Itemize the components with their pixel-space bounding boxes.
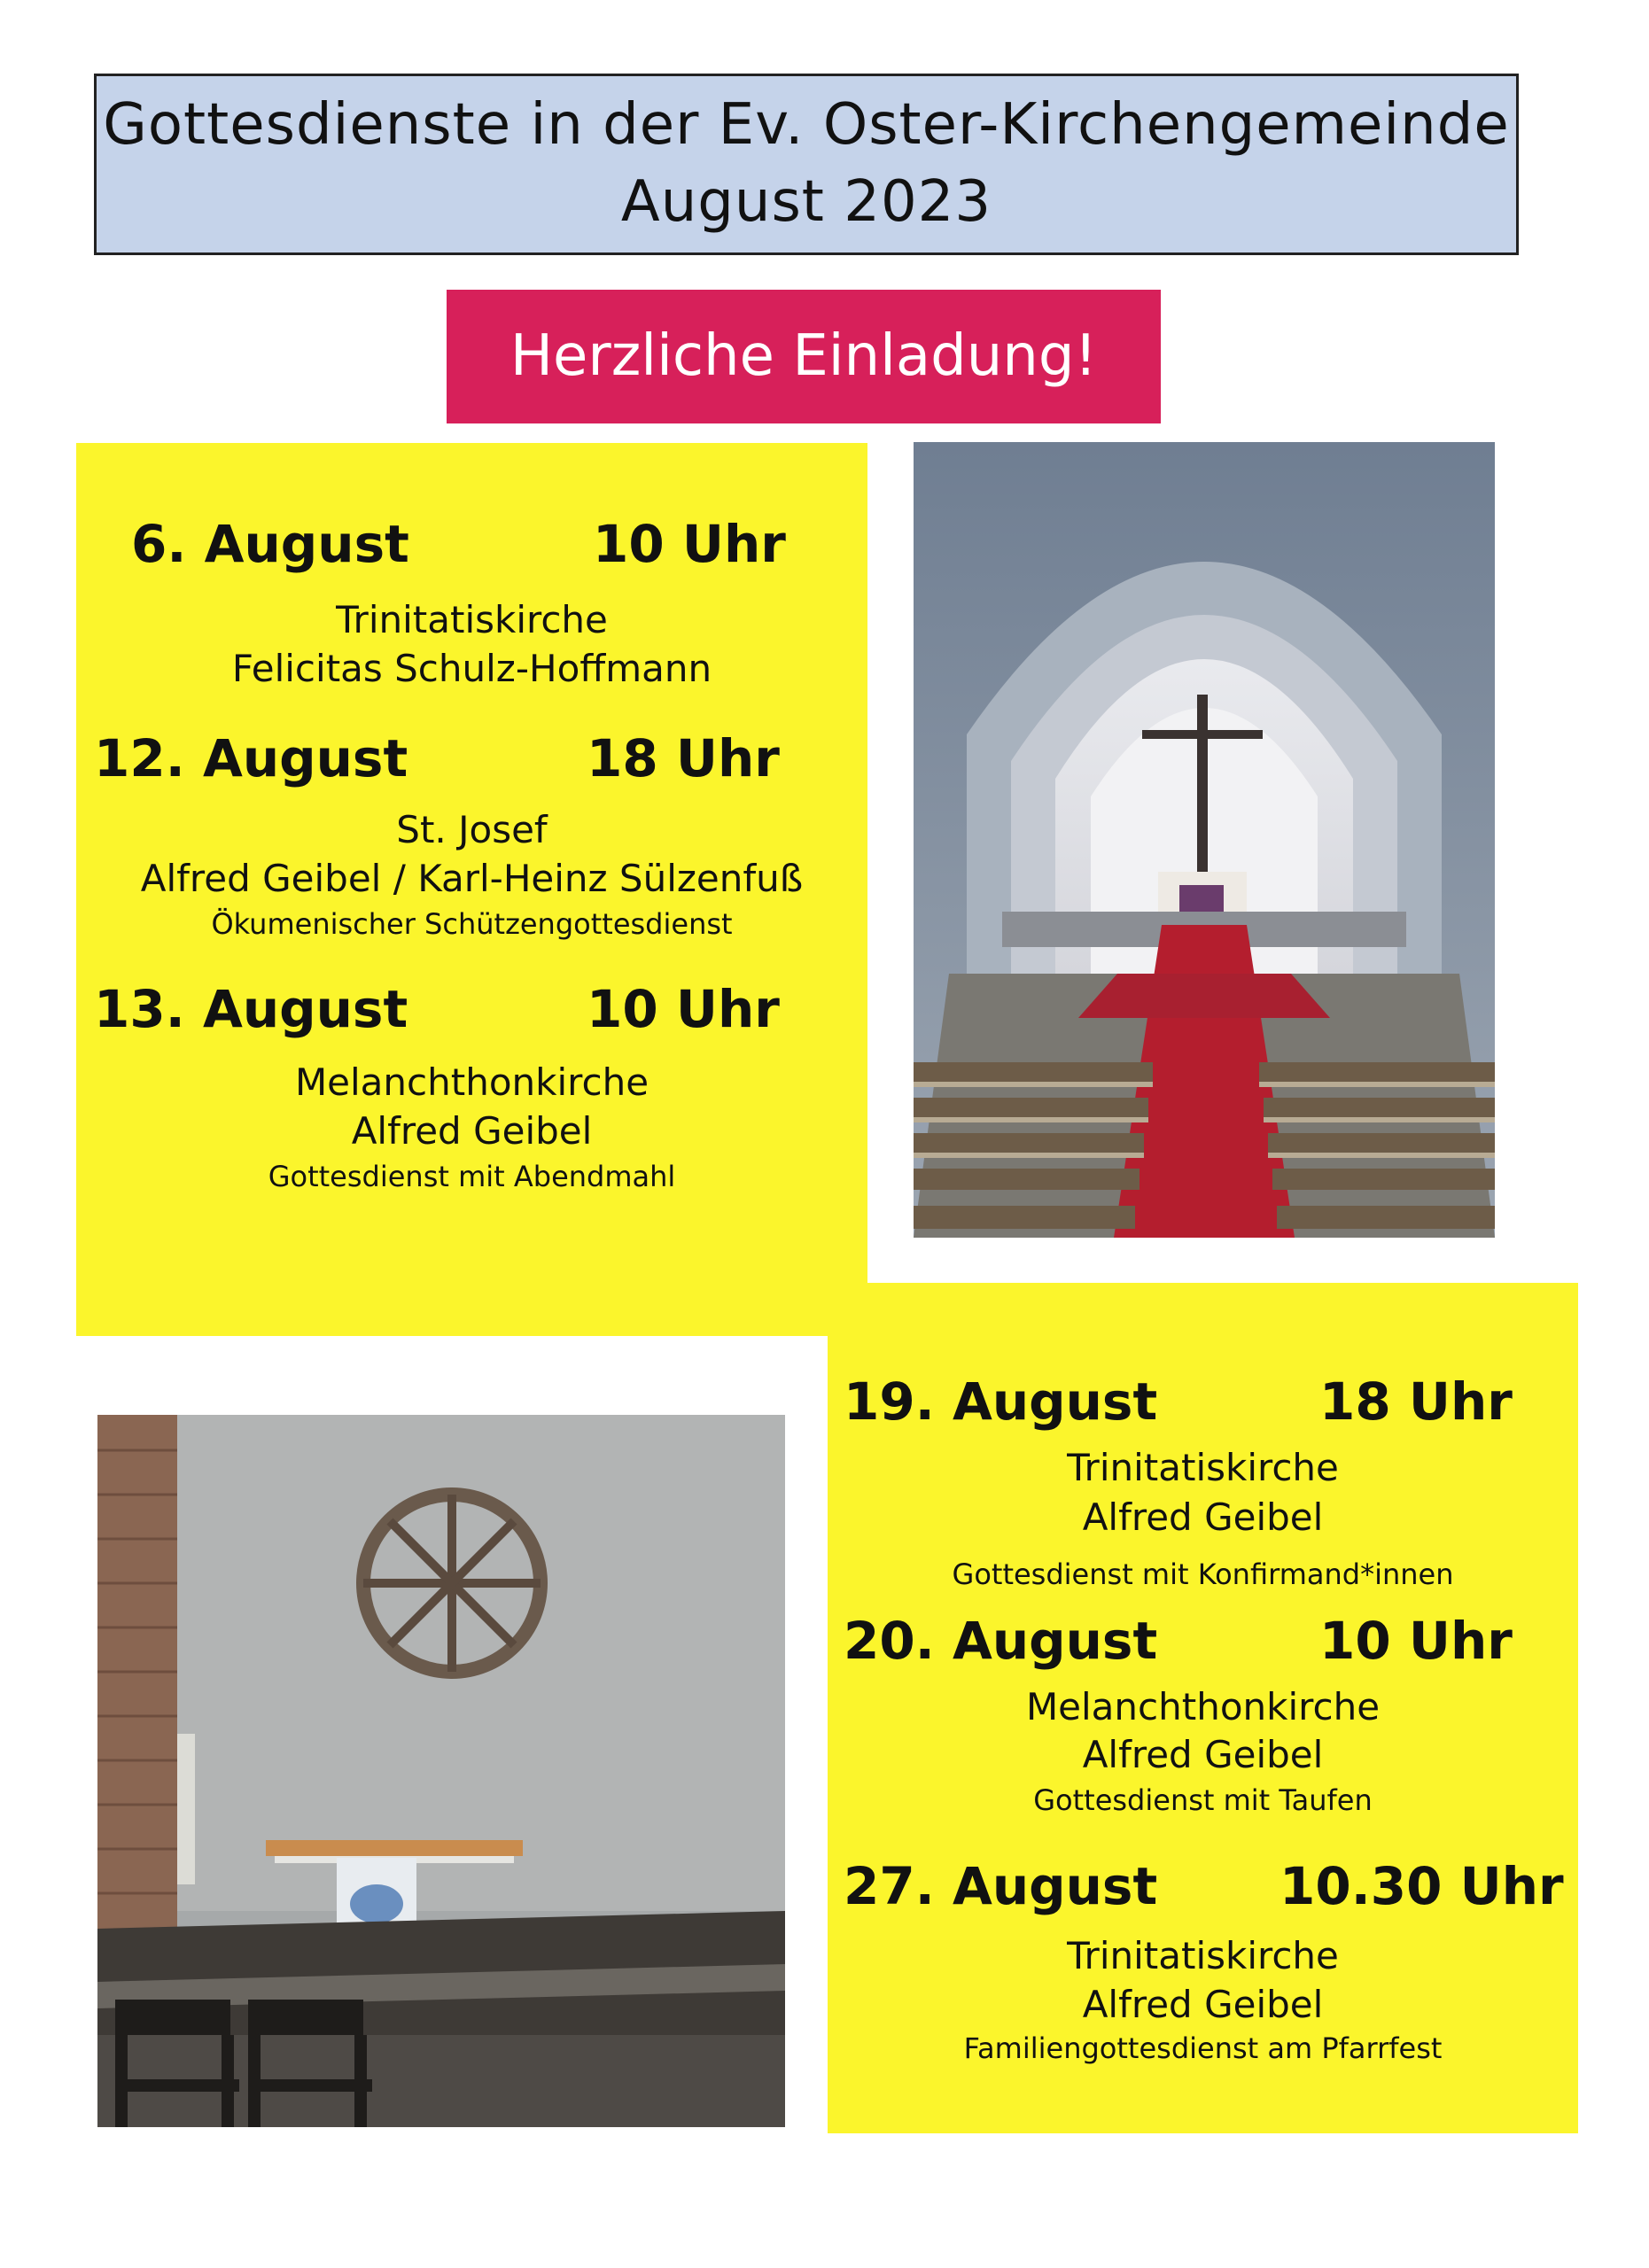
service-church: Trinitatiskirche [1067,1446,1339,1489]
service-church: Trinitatiskirche [1067,1934,1339,1977]
service-entry-2 [76,728,867,950]
church-altar-photo [97,1415,785,2127]
service-note: Gottesdienst mit Konfirmand*innen [952,1557,1454,1591]
service-note: Familiengottesdienst am Pfarrfest [963,2031,1443,2065]
church-nave-photo [914,442,1495,1238]
service-date: 20. August [844,1611,1158,1671]
title-box [94,74,1519,255]
church-nave-image [914,442,1495,1238]
service-person: Alfred Geibel [1082,1733,1324,1776]
service-entry-4 [828,1371,1578,1593]
service-date: 12. August [94,728,408,788]
service-date: 13. August [94,979,408,1039]
page-subtitle: August 2023 [620,169,992,235]
service-church: St. Josef [396,808,548,851]
service-person: Alfred Geibel [351,1109,593,1153]
service-time: 18 Uhr [587,728,780,788]
service-person: Felicitas Schulz-Hoffmann [231,647,712,690]
service-time: 10.30 Uhr [1280,1856,1564,1916]
service-note: Gottesdienst mit Taufen [1033,1783,1373,1817]
service-date: 19. August [844,1371,1158,1432]
service-note: Gottesdienst mit Abendmahl [268,1160,676,1193]
service-date: 27. August [844,1856,1158,1916]
service-person: Alfred Geibel [1082,1983,1324,2026]
service-time: 10 Uhr [1319,1611,1513,1671]
service-date: 6. August [131,514,409,574]
page-title: Gottesdienste in der Ev. Oster-Kirchengemeinde [103,92,1510,158]
service-entry-6 [828,1856,1578,2078]
service-time: 10 Uhr [587,979,780,1039]
service-entry-1 [76,514,867,691]
service-entry-5 [828,1611,1578,1832]
service-time: 10 Uhr [593,514,786,574]
service-church: Melanchthonkirche [1025,1685,1381,1728]
service-person: Alfred Geibel / Karl-Heinz Sülzenfuß [140,857,804,900]
church-altar-image [97,1415,785,2127]
service-entry-3 [76,979,867,1200]
service-time: 18 Uhr [1319,1371,1513,1432]
service-note: Ökumenischer Schützengottesdienst [211,907,733,941]
service-church: Trinitatiskirche [336,598,608,641]
service-person: Alfred Geibel [1082,1495,1324,1539]
service-church: Melanchthonkirche [294,1060,649,1104]
invitation-banner: Herzliche Einladung! [447,290,1161,423]
